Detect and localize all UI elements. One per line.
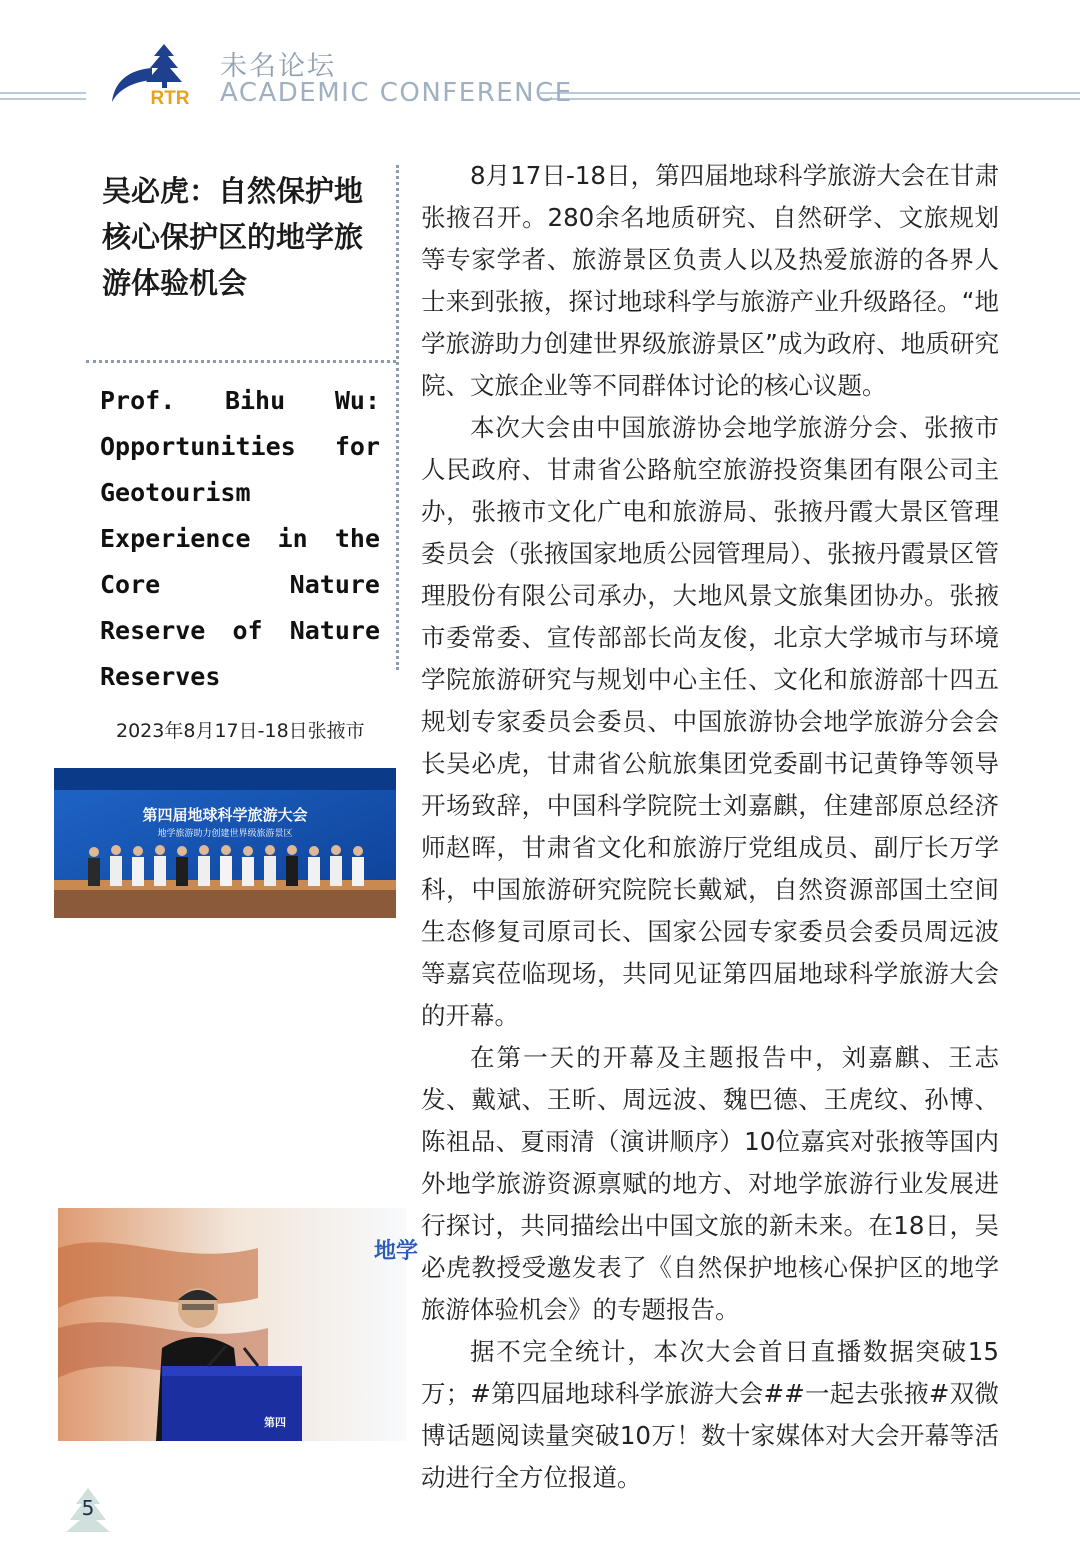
banner-subtitle: 地学旅游助力创建世界级旅游景区 xyxy=(157,829,293,839)
page-number: 5 xyxy=(81,1496,95,1520)
rtr-logo xyxy=(108,40,204,110)
body-paragraph: 本次大会由中国旅游协会地学旅游分会、张掖市人民政府、甘肃省公路航空旅游投资集团有限公司主办，张掖市文化广电和旅游局、张掖丹霞大景区管理委员会（张掖国家地质公园管理局）、张掖丹霞景区管理股份有限公司承办，大地风景文旅集团协办。张掖市委常委、宣传部部长尚友俊，北京大学城市与环境学院旅游研究与规划中心主任、文化和旅游部十四五规划专家委员会委员、中国旅游协会地学旅游分会会长吴必虎，甘肃省公航旅集团党委副书记黄铮等领导开场致辞，中国科学院院士刘嘉麒，住建部原总经济师赵晖，甘肃省文化和旅游厅党组成员、副厅长万学科，中国旅游研究院院长戴斌，自然资源部国土空间生态修复司原司长、国家公园专家委员会委员周远波等嘉宾莅临现场，共同见证第四届地球科学旅游大会的开幕。 xyxy=(421,413,999,1030)
header-rule-left-lower xyxy=(0,98,86,100)
header-rule-right xyxy=(540,92,1080,94)
title-separator xyxy=(86,360,396,363)
body-paragraph: 8月17日-18日，第四届地球科学旅游大会在甘肃张掖召开。280余名地质研究、自然研学、文旅规划等专家学者、旅游景区负责人以及热爱旅游的各界人士来到张掖，探讨地球科学与旅游产业升级路径。“地学旅游助力创建世界级旅游景区”成为政府、地质研究院、文旅企业等不同群体讨论的核心议题。 xyxy=(421,161,999,400)
logo-text: RTR xyxy=(150,88,190,109)
header-title-cn: 未名论坛 xyxy=(220,51,336,82)
article-date: 2023年8月17日-18日张掖市 xyxy=(116,720,365,742)
article-body xyxy=(421,155,999,1499)
speaker-photo xyxy=(58,1208,419,1441)
header-rule-right-lower xyxy=(540,98,1080,100)
group-photo xyxy=(54,768,396,918)
body-paragraph: 据不完全统计，本次大会首日直播数据突破15万；#第四届地球科学旅游大会##一起去张掖#双微博话题阅读量突破10万！数十家媒体对大会开幕等活动进行全方位报道。 xyxy=(421,1337,999,1492)
header-title-en: ACADEMIC CONFERENCE xyxy=(220,78,573,108)
screen-text: 地学 xyxy=(374,1239,419,1264)
body-paragraph: 在第一天的开幕及主题报告中，刘嘉麒、王志发、戴斌、王昕、周远波、魏巴德、王虎纹、孙博、陈祖品、夏雨清（演讲顺序）10位嘉宾对张掖等国内外地学旅游资源禀赋的地方、对地学旅游行业发展进行探讨，共同描绘出中国文旅的新未来。在18日，吴必虎教授受邀发表了《自然保护地核心保护区的地学旅游体验机会》的专题报告。 xyxy=(421,1043,999,1324)
column-divider xyxy=(396,165,399,670)
article-title-en: Prof. Bihu Wu: Opportunities for Geotourism Experience in the Core Nature Reserve of Nature Reserves xyxy=(100,386,380,691)
page-number-badge xyxy=(64,1486,112,1534)
podium-text: 第四 xyxy=(264,1416,286,1429)
banner-title: 第四届地球科学旅游大会 xyxy=(142,806,308,824)
header-rule-left xyxy=(0,92,86,94)
article-title-cn: 吴必虎：自然保护地核心保护区的地学旅游体验机会 xyxy=(102,174,364,300)
